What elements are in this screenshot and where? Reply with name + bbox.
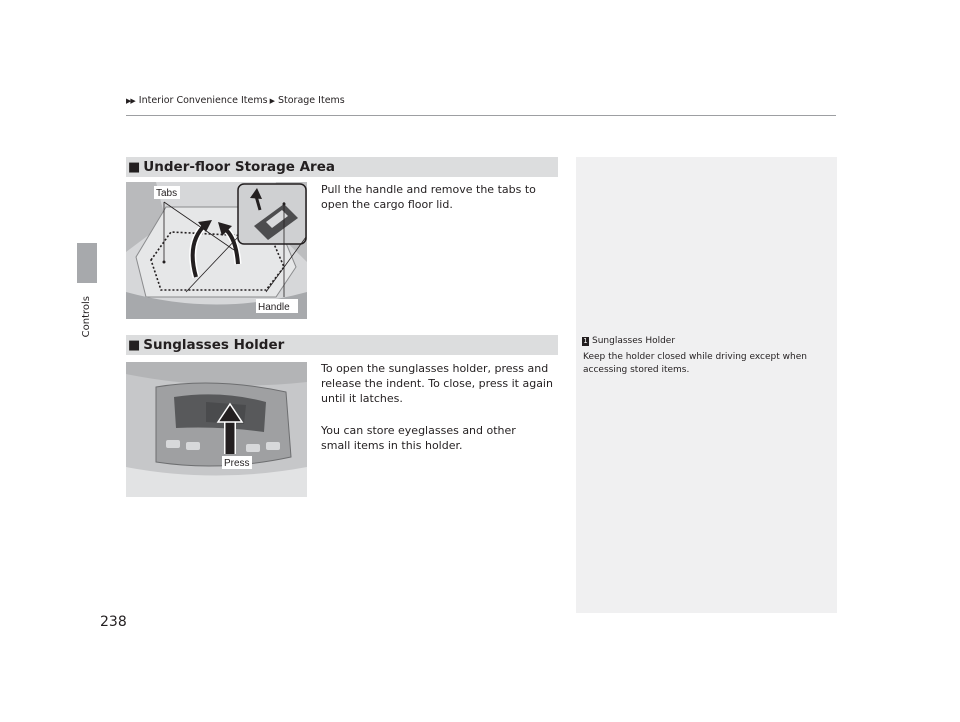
chapter-tab bbox=[77, 243, 97, 283]
note-title-text: Sunglasses Holder bbox=[592, 336, 676, 346]
section-title: Sunglasses Holder bbox=[143, 337, 285, 353]
breadcrumb-item[interactable]: Interior Convenience Items bbox=[138, 95, 268, 106]
breadcrumb-arrow-icon: ▶ bbox=[269, 96, 274, 105]
section-header-sunglasses bbox=[126, 335, 558, 355]
figure-label-handle: Handle bbox=[258, 302, 290, 313]
header-divider bbox=[126, 115, 836, 116]
figure-label-tabs: Tabs bbox=[156, 188, 178, 199]
figure-cargo-floor bbox=[126, 182, 307, 319]
sunglasses-instructions: To open the sunglasses holder, press and release the indent. To close, press it again until it latches. bbox=[321, 362, 553, 405]
breadcrumb bbox=[126, 95, 345, 106]
figure-sunglasses-holder bbox=[126, 362, 307, 497]
note-title bbox=[582, 336, 675, 346]
cargo-floor-illustration bbox=[126, 182, 307, 319]
sunglasses-holder-illustration bbox=[126, 362, 307, 497]
breadcrumb-arrow-icon: ▶▶ bbox=[126, 96, 135, 105]
page-number: 238 bbox=[100, 614, 127, 630]
section-title: Under-floor Storage Area bbox=[143, 159, 335, 175]
section-header-under-floor bbox=[126, 157, 558, 177]
under-floor-instructions: Pull the handle and remove the tabs to open the cargo floor lid. bbox=[321, 183, 536, 211]
square-bullet-icon: ■ bbox=[128, 159, 141, 175]
breadcrumb-item[interactable]: Storage Items bbox=[277, 95, 345, 106]
square-bullet-icon: ■ bbox=[128, 337, 141, 353]
figure-label-press: Press bbox=[224, 458, 250, 469]
note-number-badge: 1 bbox=[583, 336, 588, 345]
chapter-label: Controls bbox=[81, 296, 92, 338]
notes-panel bbox=[576, 157, 837, 613]
note-body: Keep the holder closed while driving except when accessing stored items. bbox=[583, 352, 807, 375]
sunglasses-storage-note: You can store eyeglasses and other small items in this holder. bbox=[321, 424, 516, 452]
